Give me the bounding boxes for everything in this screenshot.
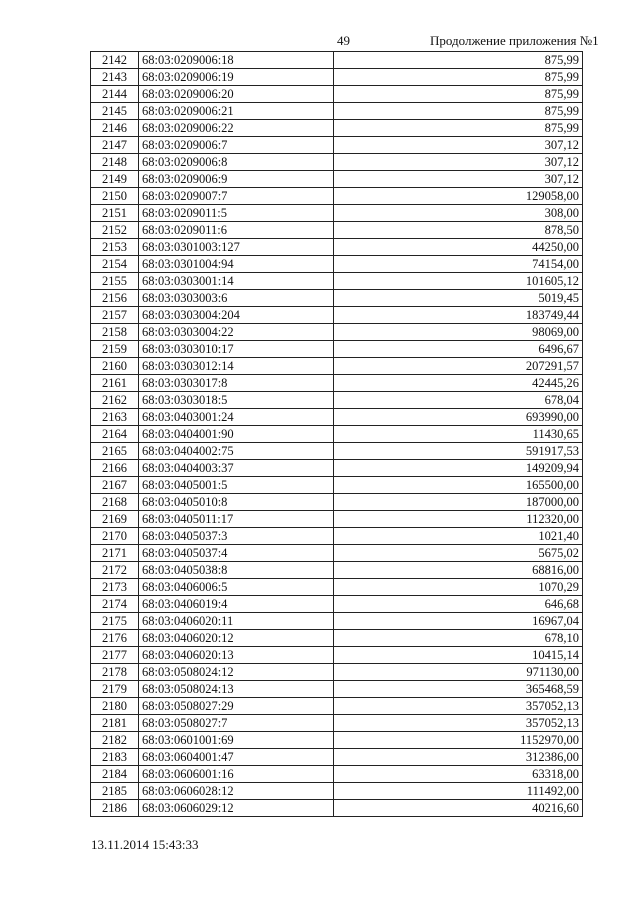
cadastral-number-cell: 68:03:0303012:14 (139, 358, 334, 375)
row-number-cell: 2161 (91, 375, 139, 392)
cadastral-number-cell: 68:03:0405011:17 (139, 511, 334, 528)
footer-timestamp: 13.11.2014 15:43:33 (91, 837, 199, 852)
cadastral-number-cell: 68:03:0303003:6 (139, 290, 334, 307)
cadastral-value-cell: 1070,29 (334, 579, 583, 596)
cadastral-number-cell: 68:03:0404003:37 (139, 460, 334, 477)
row-number-cell: 2158 (91, 324, 139, 341)
cadastral-value-cell: 40216,60 (334, 800, 583, 817)
row-number-cell: 2144 (91, 86, 139, 103)
table-row (91, 562, 583, 579)
cadastral-number-cell: 68:03:0405038:8 (139, 562, 334, 579)
table-row (91, 443, 583, 460)
row-number-cell: 2162 (91, 392, 139, 409)
table-row (91, 256, 583, 273)
row-number-cell: 2152 (91, 222, 139, 239)
cadastral-value-cell: 875,99 (334, 120, 583, 137)
table-row (91, 681, 583, 698)
cadastral-value-cell: 44250,00 (334, 239, 583, 256)
table-row (91, 579, 583, 596)
cadastral-value-cell: 63318,00 (334, 766, 583, 783)
row-number-cell: 2153 (91, 239, 139, 256)
row-number-cell: 2181 (91, 715, 139, 732)
cadastral-number-cell: 68:03:0209006:18 (139, 52, 334, 69)
row-number-cell: 2147 (91, 137, 139, 154)
cadastral-number-cell: 68:03:0209006:22 (139, 120, 334, 137)
cadastral-value-cell: 1152970,00 (334, 732, 583, 749)
cadastral-number-cell: 68:03:0508027:7 (139, 715, 334, 732)
cadastral-number-cell: 68:03:0209011:5 (139, 205, 334, 222)
row-number-cell: 2159 (91, 341, 139, 358)
table-row (91, 460, 583, 477)
cadastral-number-cell: 68:03:0404001:90 (139, 426, 334, 443)
row-number-cell: 2146 (91, 120, 139, 137)
row-number-cell: 2175 (91, 613, 139, 630)
row-number-cell: 2168 (91, 494, 139, 511)
row-number-cell: 2177 (91, 647, 139, 664)
row-number-cell: 2182 (91, 732, 139, 749)
cadastral-value-cell: 365468,59 (334, 681, 583, 698)
cadastral-value-cell: 183749,44 (334, 307, 583, 324)
table-row (91, 120, 583, 137)
cadastral-value-cell: 16967,04 (334, 613, 583, 630)
cadastral-number-cell: 68:03:0209011:6 (139, 222, 334, 239)
cadastral-number-cell: 68:03:0601001:69 (139, 732, 334, 749)
table-row (91, 273, 583, 290)
cadastral-value-cell: 875,99 (334, 86, 583, 103)
cadastral-value-cell: 312386,00 (334, 749, 583, 766)
cadastral-number-cell: 68:03:0405010:8 (139, 494, 334, 511)
row-number-cell: 2169 (91, 511, 139, 528)
cadastral-number-cell: 68:03:0303004:204 (139, 307, 334, 324)
table-row (91, 494, 583, 511)
table-row (91, 545, 583, 562)
row-number-cell: 2143 (91, 69, 139, 86)
table-row (91, 715, 583, 732)
row-number-cell: 2163 (91, 409, 139, 426)
cadastral-value-cell: 101605,12 (334, 273, 583, 290)
row-number-cell: 2142 (91, 52, 139, 69)
cadastral-value-cell: 307,12 (334, 154, 583, 171)
cadastral-value-cell: 129058,00 (334, 188, 583, 205)
table-row (91, 69, 583, 86)
cadastral-number-cell: 68:03:0406020:11 (139, 613, 334, 630)
table-row (91, 647, 583, 664)
table-row (91, 528, 583, 545)
cadastral-number-cell: 68:03:0406006:5 (139, 579, 334, 596)
cadastral-number-cell: 68:03:0405037:4 (139, 545, 334, 562)
row-number-cell: 2178 (91, 664, 139, 681)
table-row (91, 205, 583, 222)
table-row (91, 307, 583, 324)
cadastral-value-cell: 42445,26 (334, 375, 583, 392)
cadastral-number-cell: 68:03:0303017:8 (139, 375, 334, 392)
cadastral-number-cell: 68:03:0404002:75 (139, 443, 334, 460)
row-number-cell: 2157 (91, 307, 139, 324)
table-row (91, 426, 583, 443)
cadastral-number-cell: 68:03:0209006:9 (139, 171, 334, 188)
cadastral-value-cell: 307,12 (334, 171, 583, 188)
cadastral-value-cell: 357052,13 (334, 715, 583, 732)
cadastral-table-container (90, 51, 583, 817)
cadastral-value-cell: 112320,00 (334, 511, 583, 528)
row-number-cell: 2176 (91, 630, 139, 647)
table-row (91, 103, 583, 120)
cadastral-number-cell: 68:03:0303004:22 (139, 324, 334, 341)
table-row (91, 664, 583, 681)
table-row (91, 783, 583, 800)
cadastral-value-cell: 11430,65 (334, 426, 583, 443)
table-row (91, 137, 583, 154)
cadastral-value-cell: 875,99 (334, 103, 583, 120)
row-number-cell: 2180 (91, 698, 139, 715)
row-number-cell: 2151 (91, 205, 139, 222)
cadastral-value-cell: 74154,00 (334, 256, 583, 273)
cadastral-value-cell: 875,99 (334, 52, 583, 69)
cadastral-number-cell: 68:03:0405037:3 (139, 528, 334, 545)
cadastral-number-cell: 68:03:0209006:19 (139, 69, 334, 86)
cadastral-number-cell: 68:03:0209007:7 (139, 188, 334, 205)
cadastral-number-cell: 68:03:0303018:5 (139, 392, 334, 409)
cadastral-value-cell: 6496,67 (334, 341, 583, 358)
cadastral-number-cell: 68:03:0406020:13 (139, 647, 334, 664)
cadastral-number-cell: 68:03:0209006:21 (139, 103, 334, 120)
row-number-cell: 2164 (91, 426, 139, 443)
cadastral-value-cell: 207291,57 (334, 358, 583, 375)
cadastral-number-cell: 68:03:0209006:20 (139, 86, 334, 103)
row-number-cell: 2167 (91, 477, 139, 494)
cadastral-number-cell: 68:03:0403001:24 (139, 409, 334, 426)
table-row (91, 171, 583, 188)
table-row (91, 511, 583, 528)
row-number-cell: 2156 (91, 290, 139, 307)
table-row (91, 86, 583, 103)
row-number-cell: 2171 (91, 545, 139, 562)
cadastral-value-cell: 971130,00 (334, 664, 583, 681)
cadastral-number-cell: 68:03:0606029:12 (139, 800, 334, 817)
table-row (91, 341, 583, 358)
cadastral-number-cell: 68:03:0604001:47 (139, 749, 334, 766)
cadastral-number-cell: 68:03:0406020:12 (139, 630, 334, 647)
cadastral-value-cell: 878,50 (334, 222, 583, 239)
cadastral-value-table (90, 51, 583, 817)
table-row (91, 188, 583, 205)
cadastral-number-cell: 68:03:0303010:17 (139, 341, 334, 358)
row-number-cell: 2150 (91, 188, 139, 205)
table-row (91, 596, 583, 613)
cadastral-number-cell: 68:03:0301004:94 (139, 256, 334, 273)
cadastral-value-cell: 308,00 (334, 205, 583, 222)
table-row (91, 732, 583, 749)
cadastral-number-cell: 68:03:0209006:7 (139, 137, 334, 154)
cadastral-value-cell: 678,04 (334, 392, 583, 409)
table-row (91, 698, 583, 715)
table-row (91, 630, 583, 647)
table-row (91, 239, 583, 256)
cadastral-number-cell: 68:03:0606001:16 (139, 766, 334, 783)
cadastral-value-cell: 875,99 (334, 69, 583, 86)
table-row (91, 477, 583, 494)
page-number: 49 (337, 33, 350, 48)
table-row (91, 409, 583, 426)
cadastral-value-cell: 5675,02 (334, 545, 583, 562)
cadastral-number-cell: 68:03:0405001:5 (139, 477, 334, 494)
row-number-cell: 2186 (91, 800, 139, 817)
table-row (91, 800, 583, 817)
cadastral-value-cell: 591917,53 (334, 443, 583, 460)
table-row (91, 222, 583, 239)
row-number-cell: 2149 (91, 171, 139, 188)
row-number-cell: 2148 (91, 154, 139, 171)
cadastral-number-cell: 68:03:0508027:29 (139, 698, 334, 715)
cadastral-value-cell: 68816,00 (334, 562, 583, 579)
appendix-title: Продолжение приложения №1 (430, 33, 599, 48)
cadastral-value-cell: 111492,00 (334, 783, 583, 800)
row-number-cell: 2155 (91, 273, 139, 290)
row-number-cell: 2172 (91, 562, 139, 579)
table-row (91, 613, 583, 630)
row-number-cell: 2165 (91, 443, 139, 460)
cadastral-number-cell: 68:03:0508024:12 (139, 664, 334, 681)
cadastral-number-cell: 68:03:0209006:8 (139, 154, 334, 171)
cadastral-number-cell: 68:03:0606028:12 (139, 783, 334, 800)
row-number-cell: 2145 (91, 103, 139, 120)
cadastral-value-cell: 307,12 (334, 137, 583, 154)
table-row (91, 749, 583, 766)
cadastral-value-cell: 10415,14 (334, 647, 583, 664)
row-number-cell: 2166 (91, 460, 139, 477)
table-body (91, 52, 583, 817)
cadastral-number-cell: 68:03:0301003:127 (139, 239, 334, 256)
table-row (91, 290, 583, 307)
cadastral-value-cell: 1021,40 (334, 528, 583, 545)
table-row (91, 324, 583, 341)
row-number-cell: 2170 (91, 528, 139, 545)
table-row (91, 52, 583, 69)
cadastral-number-cell: 68:03:0303001:14 (139, 273, 334, 290)
table-row (91, 392, 583, 409)
row-number-cell: 2154 (91, 256, 139, 273)
cadastral-value-cell: 149209,94 (334, 460, 583, 477)
cadastral-value-cell: 693990,00 (334, 409, 583, 426)
cadastral-value-cell: 5019,45 (334, 290, 583, 307)
cadastral-number-cell: 68:03:0508024:13 (139, 681, 334, 698)
row-number-cell: 2179 (91, 681, 139, 698)
table-row (91, 358, 583, 375)
cadastral-value-cell: 646,68 (334, 596, 583, 613)
cadastral-value-cell: 165500,00 (334, 477, 583, 494)
cadastral-value-cell: 98069,00 (334, 324, 583, 341)
row-number-cell: 2185 (91, 783, 139, 800)
row-number-cell: 2173 (91, 579, 139, 596)
row-number-cell: 2183 (91, 749, 139, 766)
row-number-cell: 2184 (91, 766, 139, 783)
table-row (91, 375, 583, 392)
row-number-cell: 2160 (91, 358, 139, 375)
cadastral-number-cell: 68:03:0406019:4 (139, 596, 334, 613)
table-row (91, 766, 583, 783)
cadastral-value-cell: 187000,00 (334, 494, 583, 511)
cadastral-value-cell: 678,10 (334, 630, 583, 647)
row-number-cell: 2174 (91, 596, 139, 613)
table-row (91, 154, 583, 171)
cadastral-value-cell: 357052,13 (334, 698, 583, 715)
